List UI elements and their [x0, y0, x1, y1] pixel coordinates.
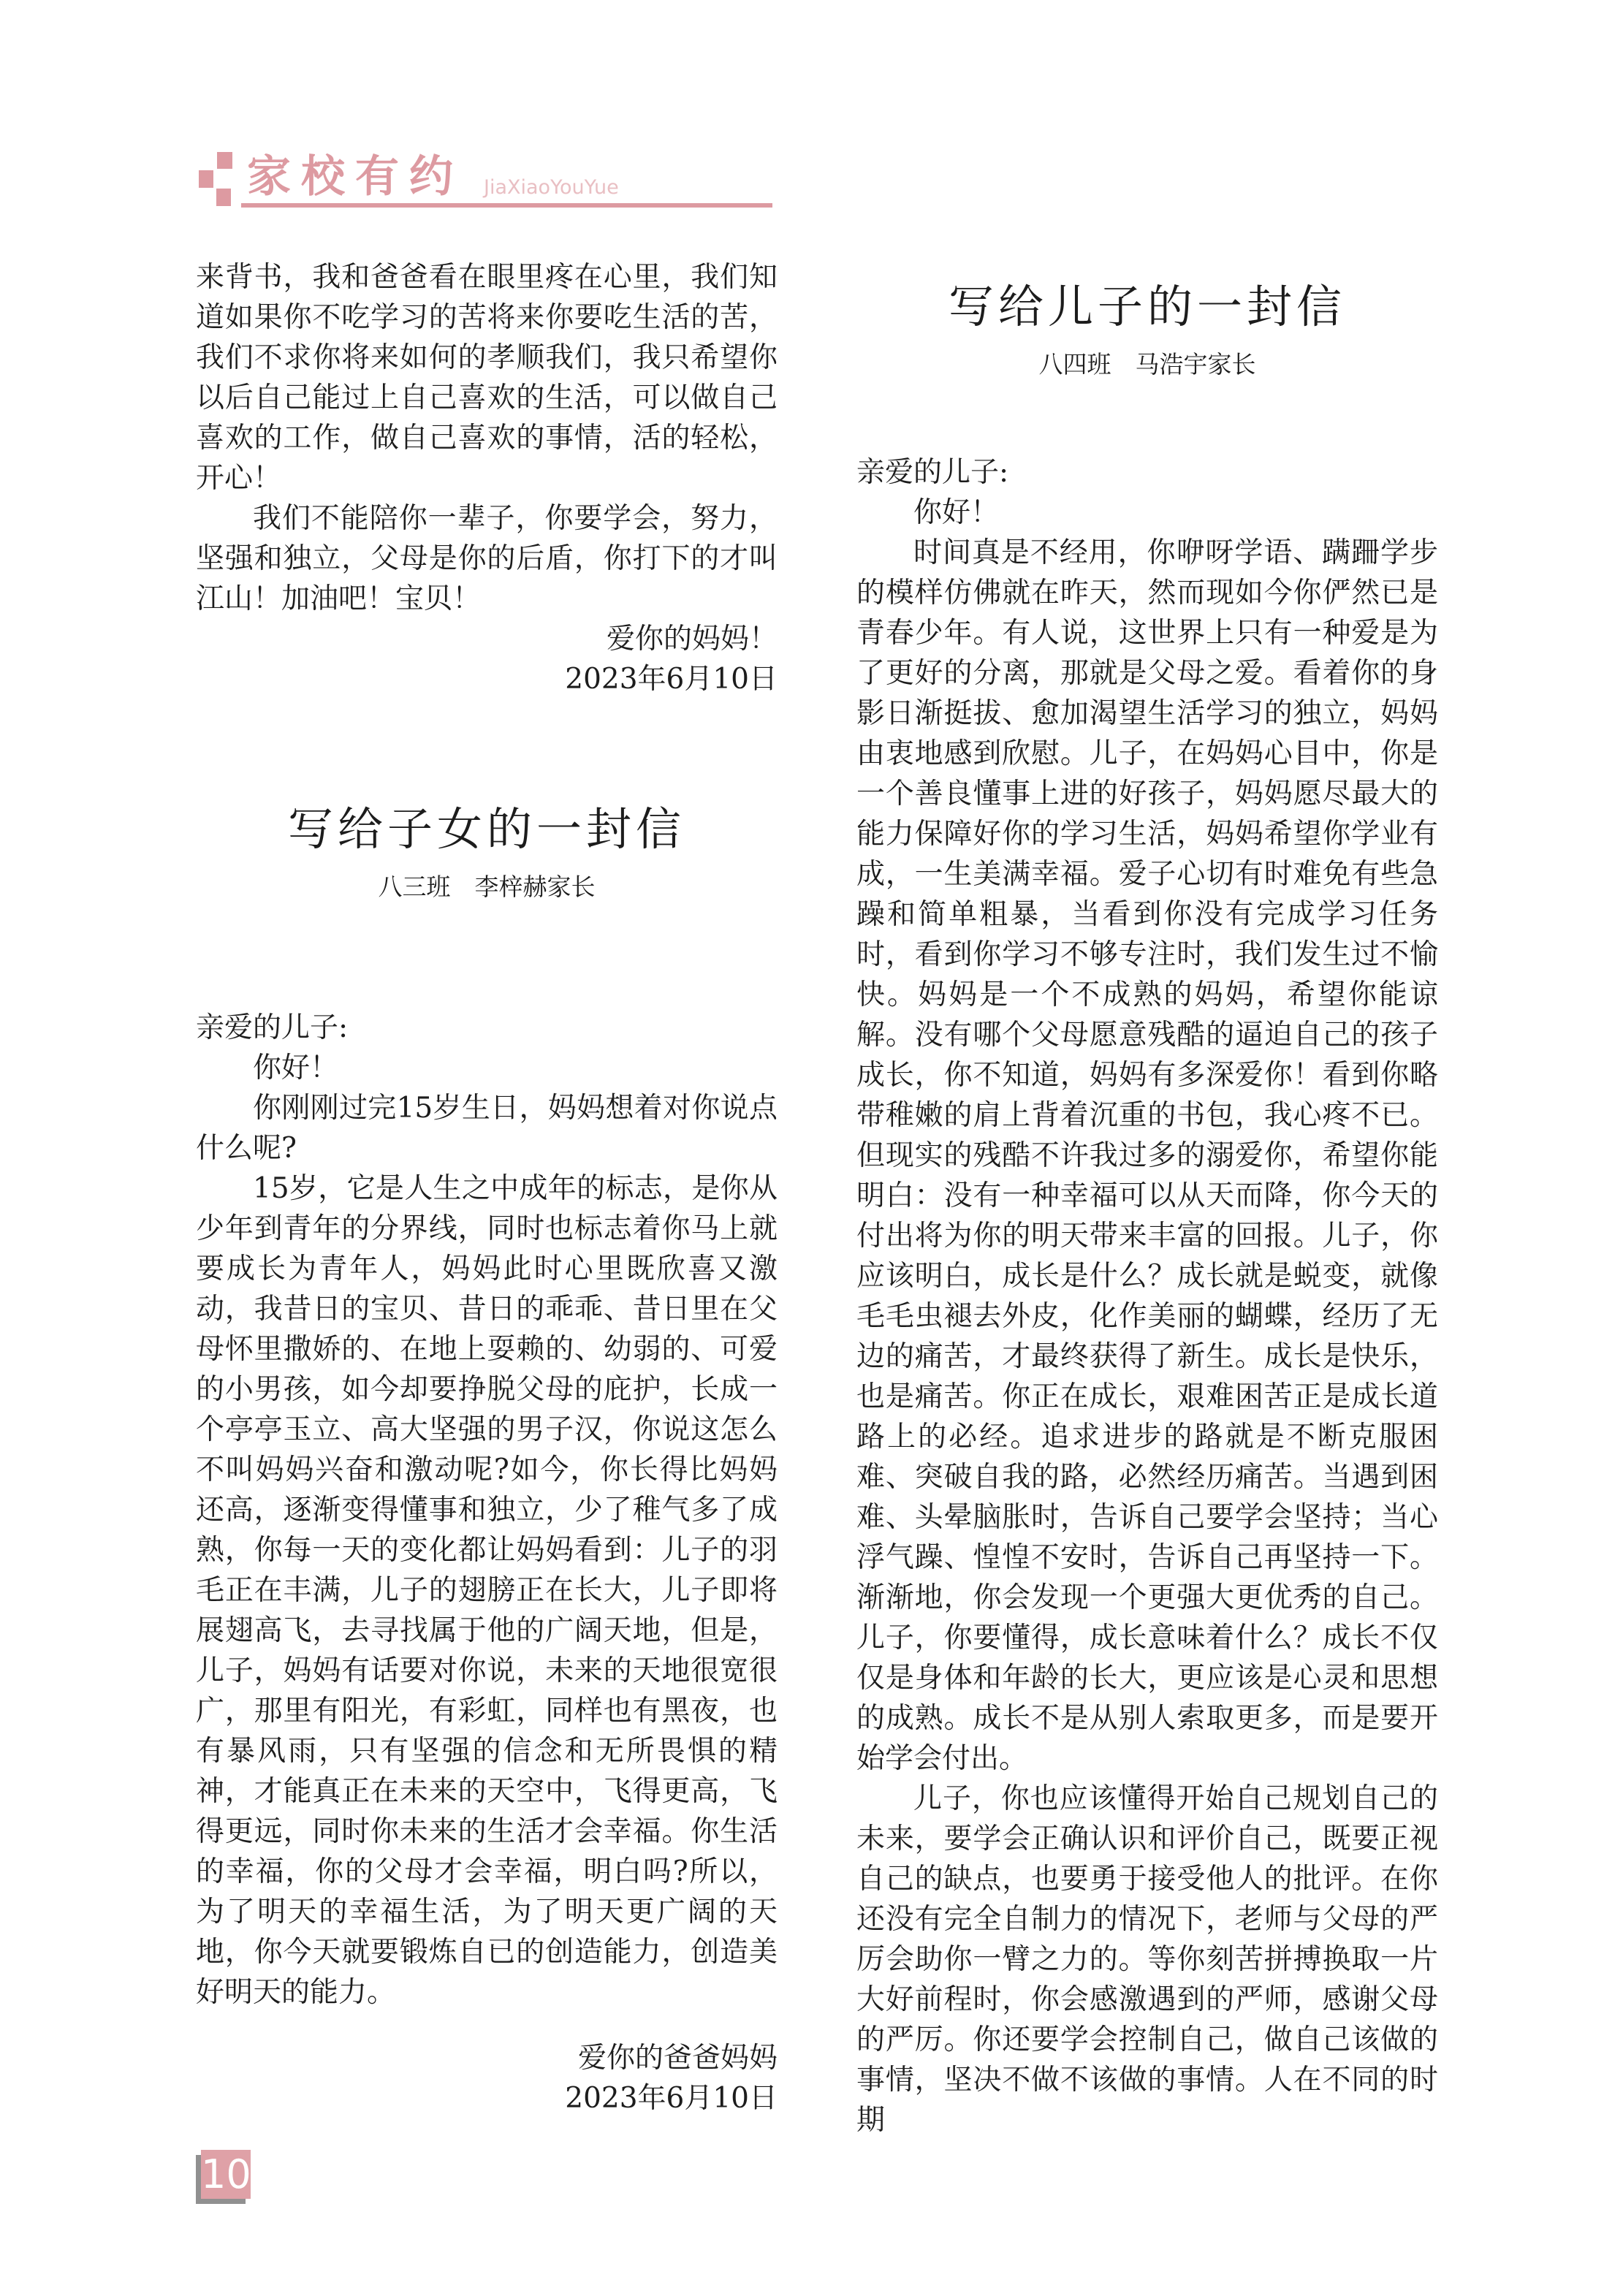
letter3-title: 写给儿子的一封信 [948, 280, 1346, 333]
letter2-signature: 爱你的爸爸妈妈 [577, 2042, 778, 2075]
letter2-greeting: 你好！ [253, 1052, 339, 1084]
letter1-paragraph-continued: 来背书，我和爸爸看在眼里疼在心里，我们知道如果你不吃学习的苦将来你要吃生活的苦，我们不求你将来如何的孝顺我们，我只希望你以后自己能过上自己喜欢的生活，可以做自己喜欢的工作，做自己喜欢的事情，活的轻松，开心！ [196, 261, 778, 495]
letter1-date: 2023年6月10日 [565, 663, 778, 696]
brand-title: 家校有约 [247, 151, 463, 202]
letter3-salutation: 亲爱的儿子: [856, 456, 1009, 489]
letter1-signature: 爱你的妈妈！ [606, 623, 778, 655]
left-column [196, 257, 778, 2118]
page-number-badge: 109 [201, 2151, 277, 2197]
header-rule [241, 203, 772, 208]
letter2-paragraph: 15岁，它是人生之中成年的标志，是你从少年到青年的分界线，同时也标志着你马上就要成长为青年人，妈妈此时心里既欣喜又激动，我昔日的宝贝、昔日的乖乖、昔日里在父母怀里撒娇的、在地上耍赖的、幼弱的、可爱的小男孩，如今却要挣脱父母的庇护，长成一个亭亭玉立、高大坚强的男子汉，你说这怎么不叫妈妈兴奋和激动呢?如今，你长得比妈妈还高，逐渐变得懂事和独立，少了稚气多了成熟，你每一天的变化都让妈妈看到：儿子的羽毛正在丰满，儿子的翅膀正在长大，儿子即将展翅高飞，去寻找属于他的广阔天地，但是，儿子，妈妈有话要对你说，未来的天地很宽很广，那里有阳光，有彩虹，同样也有黑夜，也有暴风雨，只有坚强的信念和无所畏惧的精神，才能真正在未来的天空中，飞得更高，飞得更远，同时你未来的生活才会幸福。你生活的幸福，你的父母才会幸福，明白吗?所以，为了明天的幸福生活，为了明天更广阔的天地，你今天就要锻炼自已的创造能力，创造美好明天的能力。 [196, 1172, 778, 2009]
logo-square-icon [216, 189, 231, 206]
logo-square-icon [217, 152, 232, 169]
letter2-byline: 八三班 李梓赫家长 [378, 873, 596, 901]
letter1-paragraph: 我们不能陪你一辈子，你要学会，努力，坚强和独立，父母是你的后盾，你打下的才叫江山！加油吧！宝贝！ [196, 502, 778, 615]
letter3-paragraph: 儿子，你也应该懂得开始自己规划自己的未来，要学会正确认识和评价自己，既要正视自己的缺点，也要勇于接受他人的批评。在你还没有完全自制力的情况下，老师与父母的严厉会助你一臂之力的。等你刻苦拼搏换取一片大好前程时，你会感激遇到的严师，感谢父母的严厉。你还要学会控制自己，做自己该做的事情，坚决不做不该做的事情。人在不同的时期 [856, 1782, 1438, 2137]
brand-pinyin: JiaXiaoYouYue [484, 176, 619, 199]
letter3-greeting: 你好！ [913, 496, 1000, 529]
letter2-title: 写给子女的一封信 [287, 802, 685, 856]
logo-square-icon [199, 170, 213, 188]
letter3-paragraph: 时间真是不经用，你咿呀学语、蹒跚学步的模样仿佛就在昨天，然而现如今你俨然已是青春少年。有人说，这世界上只有一种爱是为了更好的分离，那就是父母之爱。看着你的身影日渐挺拔、愈加渴望生活学习的独立，妈妈由衷地感到欣慰。儿子，在妈妈心目中，你是一个善良懂事上进的好孩子，妈妈愿尽最大的能力保障好你的学习生活，妈妈希望你学业有成，一生美满幸福。爱子心切有时难免有些急躁和简单粗暴，当看到你没有完成学习任务时，看到你学习不够专注时，我们发生过不愉快。妈妈是一个不成熟的妈妈，希望你能谅解。没有哪个父母愿意残酷的逼迫自己的孩子成长，你不知道，妈妈有多深爱你！看到你略带稚嫩的肩上背着沉重的书包，我心疼不已。但现实的残酷不许我过多的溺爱你，希望你能明白：没有一种幸福可以从天而降，你今天的付出将为你的明天带来丰富的回报。儿子，你应该明白，成长是什么？成长就是蜕变，就像毛毛虫褪去外皮，化作美丽的蝴蝶，经历了无边的痛苦，才最终获得了新生。成长是快乐，也是痛苦。你正在成长，艰难困苦正是成长道路上的必经。追求进步的路就是不断克服困难、突破自我的路，必然经历痛苦。当遇到困难、头晕脑胀时，告诉自己要学会坚持；当心浮气躁、惶惶不安时，告诉自己再坚持一下。渐渐地，你会发现一个更强大更优秀的自己。儿子，你要懂得，成长意味着什么？成长不仅仅是身体和年龄的长大，更应该是心灵和思想的成熟。成长不是从别人索取更多，而是要开始学会付出。 [856, 536, 1438, 1775]
letter3-byline: 八四班 马浩宇家长 [1038, 350, 1256, 379]
right-column [856, 281, 1438, 2140]
letter2-date: 2023年6月10日 [565, 2082, 778, 2115]
letter2-paragraph: 你刚刚过完15岁生日，妈妈想着对你说点什么呢? [196, 1092, 778, 1165]
letter2-salutation: 亲爱的儿子: [196, 1011, 349, 1044]
